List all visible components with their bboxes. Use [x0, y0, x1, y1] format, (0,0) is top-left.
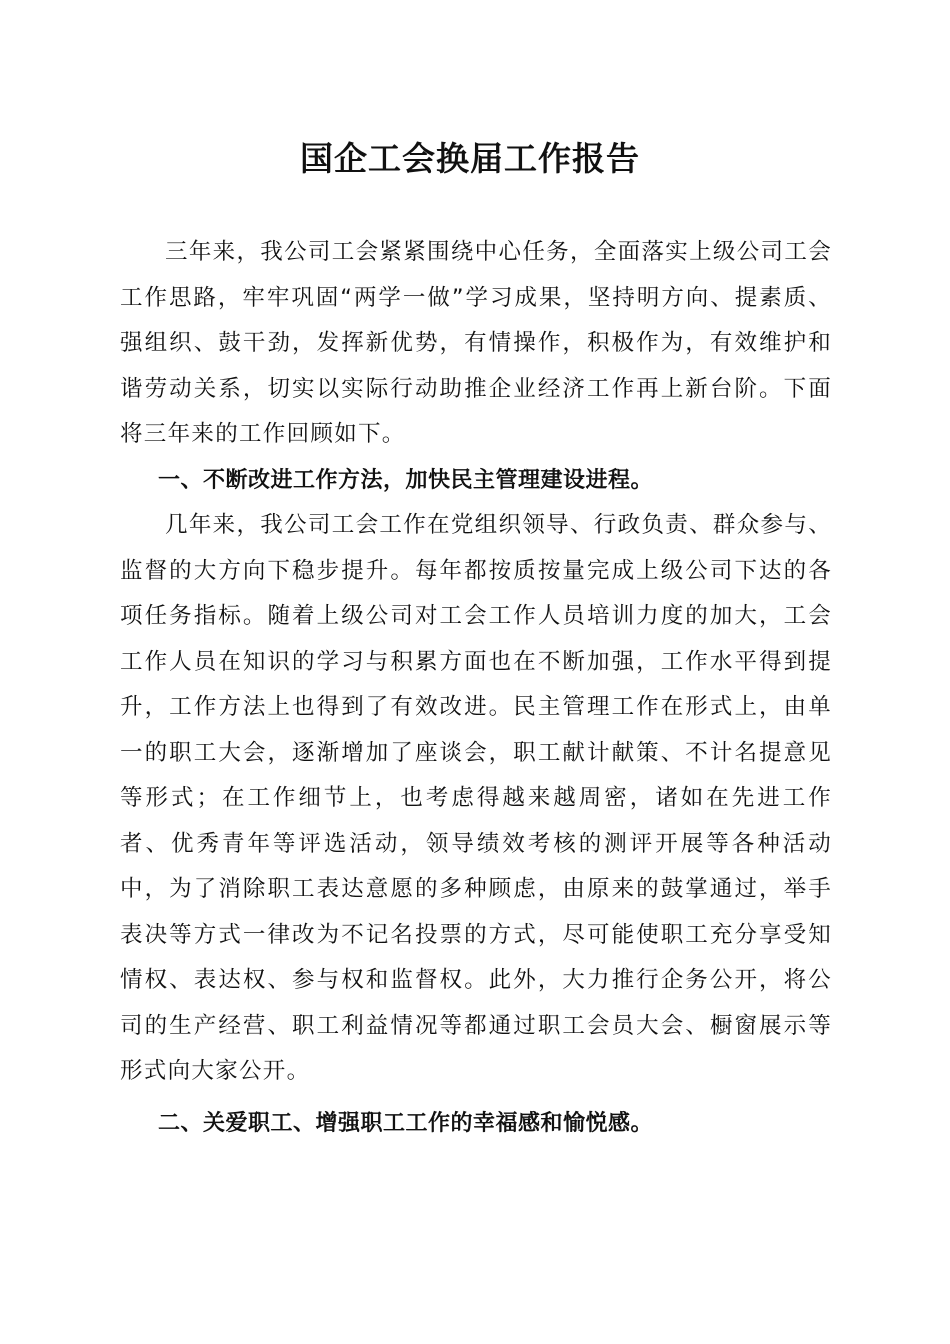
section-heading-1: 一、不断改进工作方法，加快民主管理建设进程。: [158, 467, 654, 493]
intro-paragraph: 三年来，我公司工会紧紧围绕中心任务，全面落实上级公司工会工作思路，牢牢巩固“两学一做”学习成果，坚持明方向、提素质、强组织、鼓干劲，发挥新优势，有情操作，积极作为，有效维护和谐劳动关系，切实以实际行动助推企业经济工作再上新台阶。下面将三年来的工作回顾如下。: [120, 239, 832, 447]
section-heading-2: 二、关爱职工、增强职工工作的幸福感和愉悦感。: [158, 1110, 654, 1136]
document-body: [120, 230, 832, 1146]
document-title: 国企工会换届工作报告: [300, 139, 640, 178]
section-1-paragraph: 几年来，我公司工会工作在党组织领导、行政负责、群众参与、监督的大方向下稳步提升。每年都按质按量完成上级公司下达的各项任务指标。随着上级公司对工会工作人员培训力度的加大，工会工作人员在知识的学习与积累方面也在不断加强，工作水平得到提升，工作方法上也得到了有效改进。民主管理工作在形式上，由单一的职工大会，逐渐增加了座谈会，职工献计献策、不计名提意见等形式；在工作细节上，也考虑得越来越周密，诸如在先进工作者、优秀青年等评选活动，领导绩效考核的测评开展等各种活动中，为了消除职工表达意愿的多种顾虑，由原来的鼓掌通过，举手表决等方式一律改为不记名投票的方式，尽可能使职工充分享受知情权、表达权、参与权和监督权。此外，大力推行企务公开，将公司的生产经营、职工利益情况等都通过职工会员大会、橱窗展示等形式向大家公开。: [120, 512, 832, 1084]
